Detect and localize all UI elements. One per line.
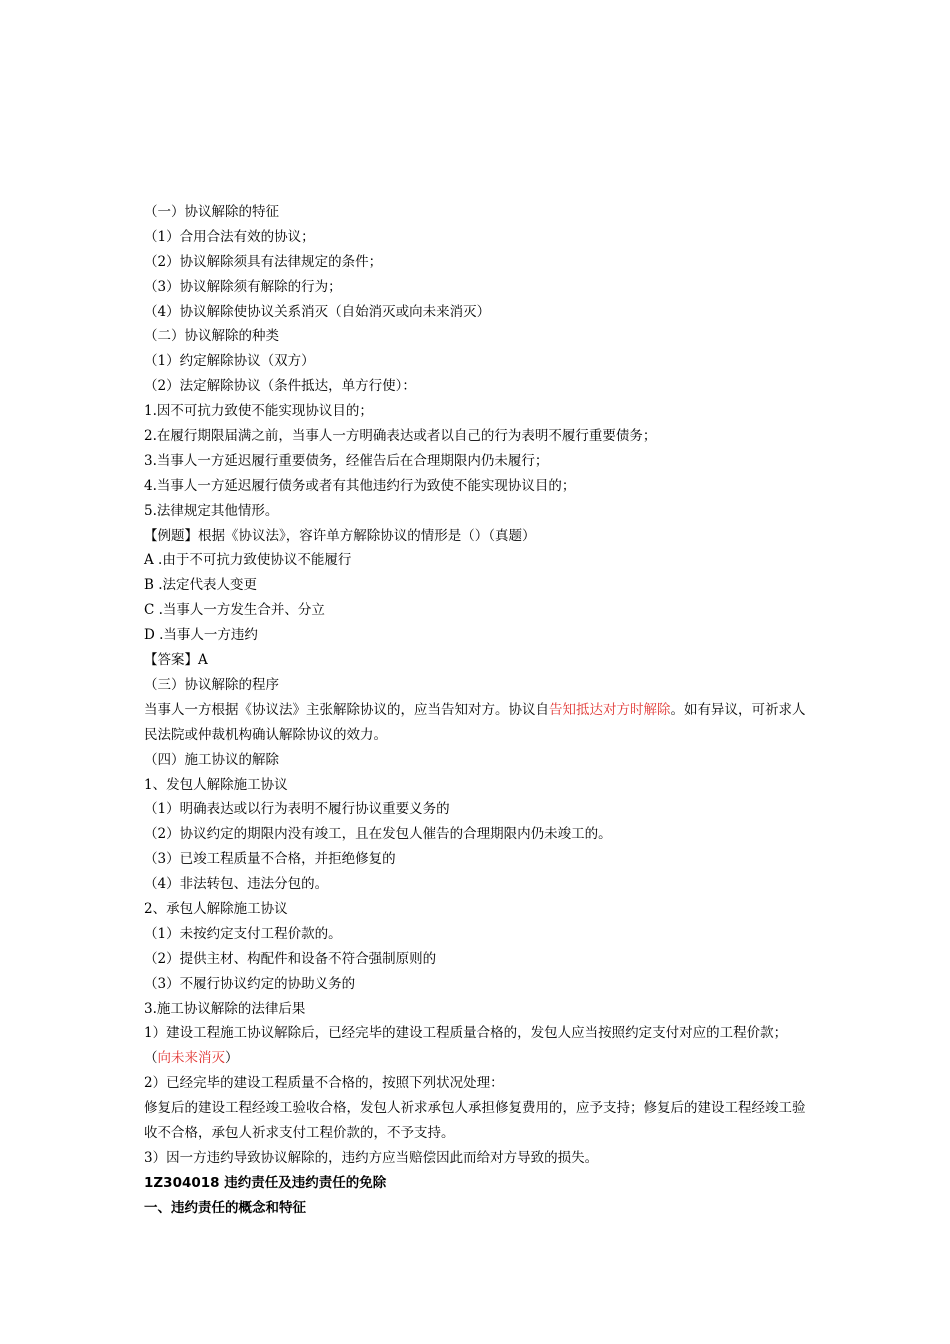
list-item: （1）约定解除协议（双方） (144, 353, 315, 370)
list-item: （2）法定解除协议（条件抵达，单方行使）： (144, 378, 416, 395)
section-heading: （三）协议解除的程序 (144, 676, 279, 693)
option-a: A .由于不可抗力致使协议不能履行 (144, 552, 352, 569)
paragraph-consequence-1 (144, 1021, 806, 1071)
list-item: （4）非法转包、违法分包的。 (144, 876, 329, 893)
list-item: 3）因一方违约导致协议解除的，违约方应当赔偿因此而给对方导致的损失。 (144, 1149, 599, 1166)
list-item: （2）提供主材、构配件和设备不符合强制原则的 (144, 950, 437, 967)
list-item: 2）已经完毕的建设工程质量不合格的，按照下列状况处理： (144, 1075, 504, 1092)
answer: 【答案】A (144, 652, 208, 669)
section-heading: （四）施工协议的解除 (144, 751, 279, 768)
list-item: （1）合用合法有效的协议； (144, 228, 315, 245)
list-item: （3）已竣工程质量不合格，并拒绝修复的 (144, 851, 396, 868)
list-item: 5.法律规定其他情形。 (144, 502, 279, 519)
section-heading: （二）协议解除的种类 (144, 328, 279, 345)
text-span: 当事人一方根据《协议法》主张解除协议的，应当告知对方。协议自 (144, 701, 549, 718)
list-item: 1.因不可抗力致使不能实现协议目的； (144, 403, 373, 420)
text-span: 。如有异议，可祈求人民法院或仲裁机构确认解除协议的效力。 (144, 701, 806, 743)
chapter-subheading: 一、违约责任的概念和特征 (144, 1199, 306, 1216)
document-body (144, 200, 806, 1221)
highlight-text: 告知抵达对方时解除 (549, 701, 671, 718)
option-d: D .当事人一方违约 (144, 627, 258, 644)
paragraph-repair: 修复后的建设工程经竣工验收合格，发包人祈求承包人承担修复费用的，应予支持；修复后的建设工程经竣工验收不合格，承包人祈求支付工程价款的，不予支持。 (144, 1100, 806, 1142)
list-item: （1）明确表达或以行为表明不履行协议重要义务的 (144, 801, 450, 818)
sub-heading: 2、承包人解除施工协议 (144, 900, 288, 917)
sub-heading: 3.施工协议解除的法律后果 (144, 1000, 306, 1017)
list-item: （4）协议解除使协议关系消灭（自始消灭或向未来消灭） (144, 303, 491, 320)
list-item: （2）协议约定的期限内没有竣工，且在发包人催告的合理期限内仍未竣工的。 (144, 826, 612, 843)
section-heading: （一）协议解除的特征 (144, 204, 279, 220)
list-item: 4.当事人一方延迟履行债务或者有其他违约行为致使不能实现协议目的； (144, 477, 576, 494)
list-item: （1）未按约定支付工程价款的。 (144, 925, 342, 942)
list-item: （3）协议解除须有解除的行为； (144, 278, 342, 295)
text-span: 1）建设工程施工协议解除后，已经完毕的建设工程质量合格的，发包人应当按照约定支付对应的工程价款；（ (144, 1025, 788, 1067)
highlight-text: 向未来消灭 (157, 1050, 225, 1067)
example-question: 【例题】根据《协议法》，容许单方解除协议的情形是（）（真题） (144, 527, 536, 544)
option-c: C .当事人一方发生合并、分立 (144, 602, 325, 619)
list-item: 2.在履行期限届满之前，当事人一方明确表达或者以自己的行为表明不履行重要债务； (144, 428, 657, 445)
list-item: （2）协议解除须具有法律规定的条件； (144, 253, 383, 270)
text-span: ） (225, 1050, 239, 1067)
chapter-heading: 1Z304018 违约责任及违约责任的免除 (144, 1174, 387, 1191)
list-item: （3）不履行协议约定的协助义务的 (144, 975, 356, 992)
option-b: B .法定代表人变更 (144, 577, 258, 594)
list-item: 3.当事人一方延迟履行重要债务，经催告后在合理期限内仍未履行； (144, 452, 549, 469)
sub-heading: 1、发包人解除施工协议 (144, 776, 288, 793)
paragraph-procedure (144, 698, 806, 748)
